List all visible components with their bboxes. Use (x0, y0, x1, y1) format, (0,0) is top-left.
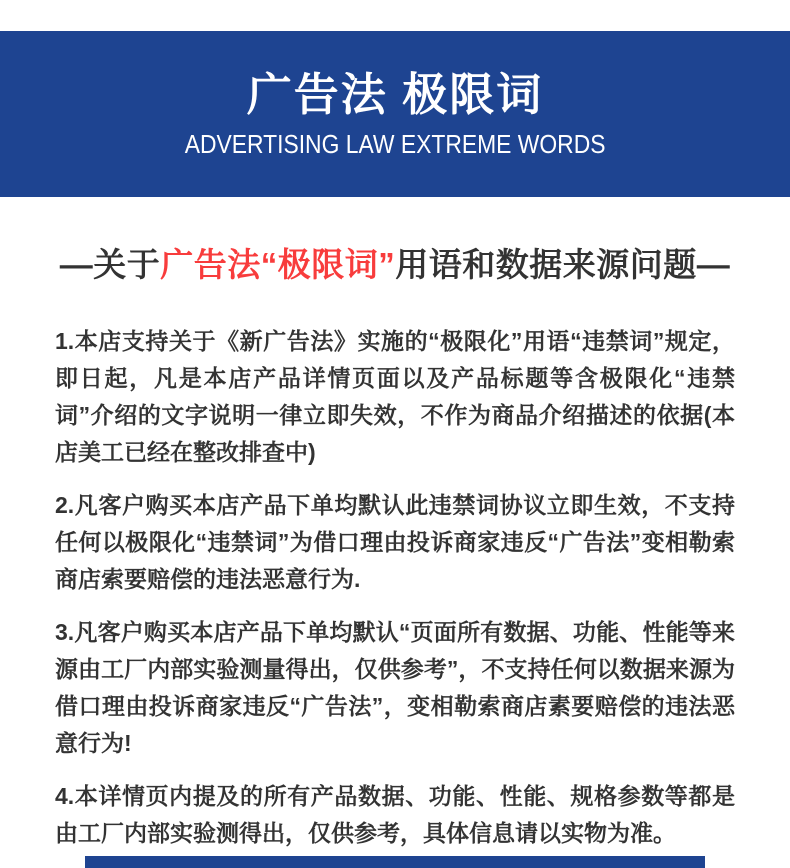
clause-3: 3.凡客户购买本店产品下单均默认“页面所有数据、功能、性能等来源由工厂内部实验测量得出，仅供参考”，不支持任何以数据来源为借口理由投诉商家违反“广告法”，变相勒索商店素要赔偿的违法恶意行为! (55, 619, 735, 756)
heading-suffix: 用语和数据来源问题— (395, 246, 731, 283)
heading-highlight: 广告法“极限词” (160, 246, 396, 283)
heading-prefix: —关于 (59, 246, 161, 283)
notice-heading (55, 245, 735, 285)
hero-banner (0, 31, 790, 197)
page-title: 广告法 极限词 (246, 68, 544, 120)
clause-2: 2.凡客户购买本店产品下单均默认此违禁词协议立即生效，不支持任何以极限化“违禁词”为借口理由投诉商家违反“广告法”变相勒索商店索要赔偿的违法恶意行为. (55, 492, 735, 592)
page-subtitle: ADVERTISING LAW EXTREME WORDS (184, 128, 606, 159)
clause-4: 4.本详情页内提及的所有产品数据、功能、性能、规格参数等都是由工厂内部实验测得出，仅供参考，具体信息请以实物为准。 (55, 783, 735, 846)
footer-bar (85, 856, 705, 868)
clause-1: 1.本店支持关于《新广告法》实施的“极限化”用语“违禁词”规定，即日起，凡是本店产品详情页面以及产品标题等含极限化“违禁词”介绍的文字说明一律立即失效，不作为商品介绍描述的依据(本店美工已经在整改排查中) (55, 328, 735, 465)
notice-content (55, 197, 735, 852)
